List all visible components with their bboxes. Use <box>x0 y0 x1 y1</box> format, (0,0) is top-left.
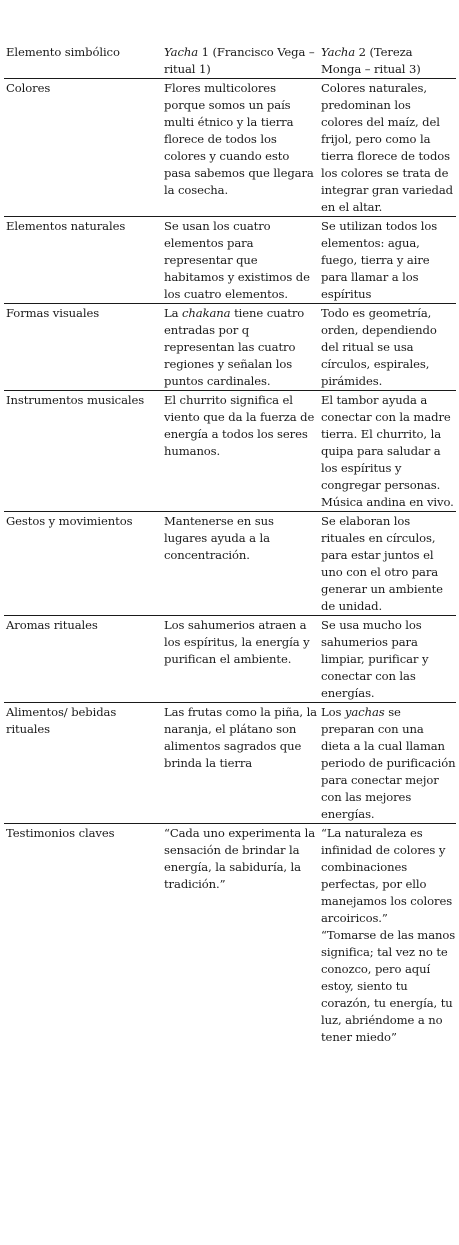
header-col2-name: Yacha <box>164 45 199 59</box>
header-col1-label: Elemento simbólico <box>6 45 120 59</box>
comparison-table <box>4 44 456 1046</box>
row-yacha2-post: se preparan con una dieta a la cual llaman periodo de purificación para conectar mejor con las mejores energías. <box>321 705 456 821</box>
row-yacha1 <box>162 304 319 391</box>
table-row <box>4 391 456 512</box>
header-yacha-1 <box>162 44 319 79</box>
row-yacha1-emphasis: chakana <box>182 306 231 320</box>
table-row <box>4 512 456 616</box>
testimony-quote-2: “Tomarse de las manos significa; tal vez no te conozco, pero aquí estoy, siento tu corazón, tu energía, tu luz, abriéndome a no tener miedo” <box>321 928 456 1044</box>
row-yacha1: Los sahumerios atraen a los espíritus, la energía y purifican el ambiente. <box>164 618 310 666</box>
row-yacha1: “Cada uno experimenta la sensación de brindar la energía, la sabiduría, la tradición.” <box>164 826 316 891</box>
testimony-quote-1: “La naturaleza es infinidad de colores y combinaciones perfectas, por ello manejamos los colores arcoiricos.” <box>321 826 453 925</box>
row-yacha2 <box>319 824 456 1046</box>
row-yacha2: El tambor ayuda a conectar con la madre tierra. El churrito, la quipa para saludar a los espíritus y congregar personas. Música andina en vivo. <box>321 393 454 509</box>
row-element: Gestos y movimientos <box>6 514 133 528</box>
row-yacha2 <box>319 703 456 824</box>
table-row <box>4 824 456 1046</box>
header-yacha-2 <box>319 44 456 79</box>
row-element: Instrumentos musicales <box>6 393 145 407</box>
header-col3-name: Yacha <box>321 45 356 59</box>
row-yacha2: Colores naturales, predominan los colores del maíz, del frijol, pero como la tierra florece de todos los colores se trata de integrar gran variedad en el altar. <box>321 81 453 214</box>
header-element-symbolic <box>4 44 162 79</box>
row-yacha1-pre: La <box>164 306 182 320</box>
header-col3-rest: 2 (Tereza Monga – ritual 3) <box>321 45 421 76</box>
row-yacha2: Se utilizan todos los elementos: agua, fuego, tierra y aire para llamar a los espíritus <box>321 219 438 301</box>
row-element: Colores <box>6 81 51 95</box>
table-row <box>4 79 456 217</box>
table-row <box>4 304 456 391</box>
table-header-row <box>4 44 456 79</box>
row-yacha2-emphasis: yachas <box>344 705 385 719</box>
table-row <box>4 703 456 824</box>
table-row <box>4 217 456 304</box>
row-element: Testimonios claves <box>6 826 115 840</box>
row-yacha1: El churrito significa el viento que da la fuerza de energía a todos los seres humanos. <box>164 393 315 458</box>
row-yacha1: Las frutas como la piña, la naranja, el plátano son alimentos sagrados que brinda la tierra <box>164 705 317 770</box>
table-row <box>4 616 456 703</box>
header-col2-rest: 1 (Francisco Vega – ritual 1) <box>164 45 315 76</box>
row-yacha1: Flores multicolores porque somos un país multi étnico y la tierra florece de todos los colores y cuando esto pasa sabemos que llegara la cosecha. <box>164 81 314 197</box>
row-element: Alimentos/ bebidas rituales <box>6 705 117 736</box>
row-yacha1-post: tiene cuatro entradas por q representan las cuatro regiones y señalan los puntos cardinales. <box>164 306 305 388</box>
row-yacha2: Se elaboran los rituales en círculos, para estar juntos el uno con el otro para generar un ambiente de unidad. <box>321 514 443 613</box>
row-element: Formas visuales <box>6 306 100 320</box>
row-element: Aromas rituales <box>6 618 98 632</box>
row-yacha1: Mantenerse en sus lugares ayuda a la concentración. <box>164 514 274 562</box>
row-yacha2: Se usa mucho los sahumerios para limpiar, purificar y conectar con las energías. <box>321 618 429 700</box>
row-yacha1: Se usan los cuatro elementos para representar que habitamos y existimos de los cuatro elementos. <box>164 219 310 301</box>
row-yacha2: Todo es geometría, orden, dependiendo del ritual se usa círculos, espirales, pirámides. <box>321 306 437 388</box>
row-element: Elementos naturales <box>6 219 126 233</box>
row-yacha2-pre: Los <box>321 705 345 719</box>
